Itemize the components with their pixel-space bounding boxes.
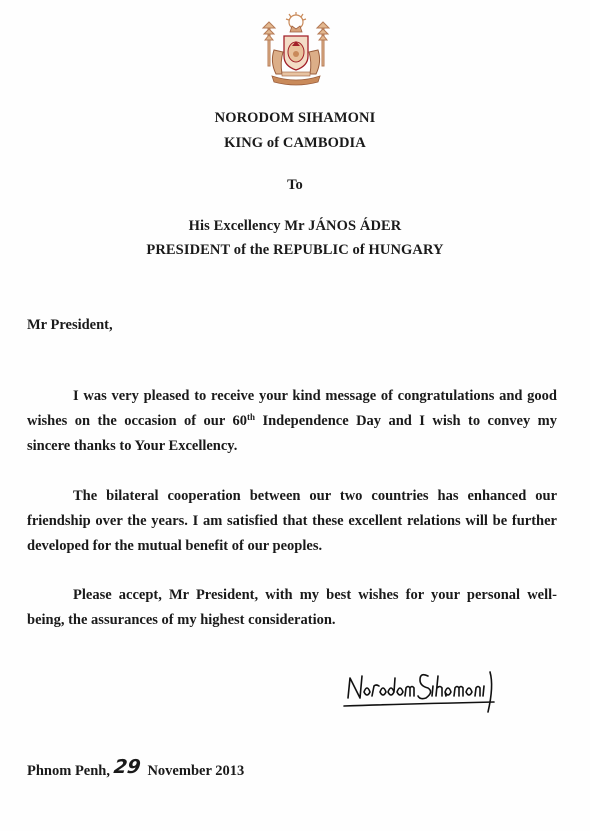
paragraph-1 <box>27 384 557 459</box>
handwritten-day: 29 <box>112 756 142 778</box>
paragraph-text: Independence Day and I wish to convey my <box>255 413 557 429</box>
ordinal-suffix: th <box>246 412 255 422</box>
addressee-name: His Excellency Mr JÁNOS ÁDER <box>188 218 402 234</box>
place: Phnom Penh, <box>27 763 110 779</box>
paragraph-3 <box>27 583 557 633</box>
paragraph-line: friendship over the years. I am satisfied that these excellent relations will be further <box>27 513 557 529</box>
royal-coat-of-arms-icon <box>256 10 336 90</box>
place-and-date <box>27 758 244 780</box>
paragraph-line: developed for the mutual benefit of our peoples. <box>27 538 323 554</box>
month-year: November 2013 <box>147 763 245 779</box>
sender-name: NORODOM SIHAMONI <box>214 110 376 126</box>
to-label: To <box>287 177 303 193</box>
paragraph-line <box>27 409 557 434</box>
paragraph-line: being, the assurances of my highest consideration. <box>27 612 336 628</box>
paragraph-line: Please accept, Mr President, with my best wishes for your personal well- <box>73 587 557 603</box>
handwritten-signature-icon <box>342 662 506 718</box>
salutation: Mr President, <box>27 317 113 333</box>
paragraph-line: I was very pleased to receive your kind message of congratulations and good <box>73 388 557 404</box>
paragraph-text: wishes on the occasion of our 60 <box>27 413 247 429</box>
paragraph-2 <box>27 484 557 559</box>
paragraph-line: The bilateral cooperation between our two countries has enhanced our <box>73 488 557 504</box>
sender-title: KING of CAMBODIA <box>224 135 366 151</box>
addressee-title: PRESIDENT of the REPUBLIC of HUNGARY <box>146 242 444 258</box>
paragraph-line: sincere thanks to Your Excellency. <box>27 438 238 454</box>
